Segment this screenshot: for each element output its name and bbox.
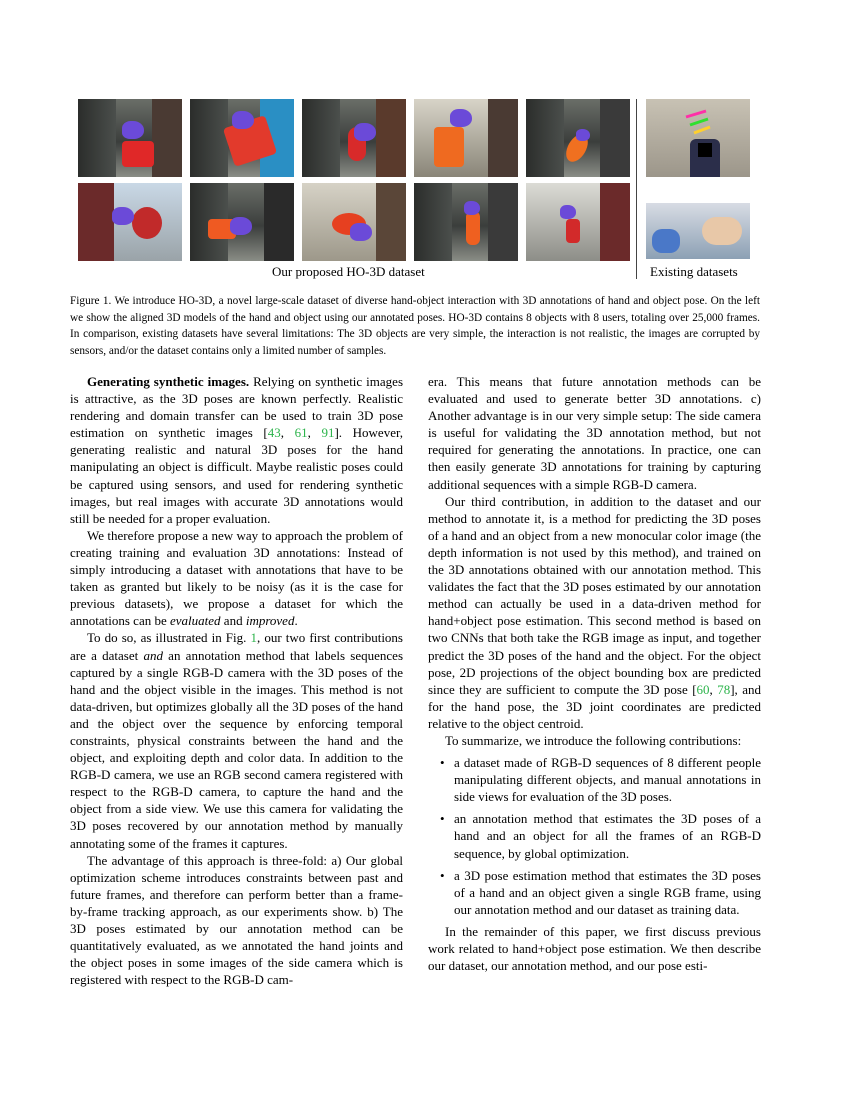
text: , our two first contributions are a dataset	[70, 630, 403, 663]
list-item: • an annotation method that estimates the 3D poses of a hand and an object for all the frames of an RGB-D sequence, by global optimization.	[454, 810, 761, 861]
paragraph-heading: Generating synthetic images.	[87, 374, 250, 389]
text: We therefore propose a new way to approach the problem of creating training and evaluation 3D annotations: Instead of simply introducing a dataset with annotations that have to be taken as granted but likely to be noisy (as it is the case for previous datasets), we propose a dataset for which the annotations can be	[70, 527, 403, 629]
thumbnail-image	[526, 99, 630, 177]
text: ], and for the hand pose, the 3D joint coordinates are predicted relative to the object centroid.	[428, 681, 762, 731]
text: an annotation method that labels sequences captured by a single RGB-D camera with the 3D poses of the hand and the object visible in the images. This method is not data-driven, but optimizes globally all the 3D poses of the hand and the object over the sequence by enforcing temporal constraints, physical constraints between the hand and the object, and exploiting depth and color data. In addition to the RGB-D camera, we use an RGB second camera registered with respect to the RGB-D camera, to capture the hand and the object from a side view. We use this camera for validating the 3D poses recovered by our annotation method by manually annotating some of the frames it captures.	[70, 647, 403, 851]
list-item: • a 3D pose estimation method that estimates the 3D poses of a hand and an object given a single RGB frame, using our annotation method and our dataset as training data.	[454, 867, 761, 918]
paragraph: Our third contribution, in addition to the dataset and our method to annotate it, is a method for predicting the 3D poses of a hand and an object from a new monocular color image (the depth information is not used by this method), and trained on the 3D annotations obtained with our annotation method. This validates the fact that the 3D poses estimated by our annotation method can actually be used in a data-driven method for hand+object pose estimation. This second method is based on two CNNs that both take the RGB image as input, and together predict the 3D poses of the hand and the object. For the object pose, 2D projections of the object bounding box are predicted since they are sufficient to compute the 3D pose [60, 78], and for the hand pose, the 3D joint coordinates are predicted relative to the object centroid.	[428, 493, 762, 731]
list-item: • a dataset made of RGB-D sequences of 8 different people manipulating different objects, and manual annotations in side views for evaluation of the 3D poses.	[454, 754, 761, 805]
thumbnail-image	[78, 99, 182, 177]
contribution-list	[428, 754, 761, 918]
emphasis: evaluated	[170, 613, 221, 629]
citation-link[interactable]: 61	[294, 425, 308, 441]
emphasis: and	[143, 647, 163, 663]
thumbnail-image	[78, 183, 182, 261]
citation-link[interactable]: 91	[321, 425, 335, 441]
figure-divider	[636, 99, 637, 279]
thumbnail-image	[414, 99, 518, 177]
figure-label-proposed: Our proposed HO-3D dataset	[272, 264, 425, 279]
thumbnail-image	[190, 183, 294, 261]
text: To do so, as illustrated in Fig.	[87, 630, 251, 646]
paragraph: Generating synthetic images. Relying on synthetic images is attractive, as the 3D poses are known perfectly. Realistic rendering and domain transfer can be used to train 3D pose estimation on synthetic images [43, 61, 91]. However, generating realistic and natural 3D poses for the hand manipulating an object is difficult. Maybe realistic poses could be captured using sensors, and used for rendering synthetic images, but real images with accurate 3D annotations would still be needed for a proper evaluation.	[70, 374, 404, 526]
figure-caption: Figure 1. We introduce HO-3D, a novel large-scale dataset of diverse hand-object interaction with 3D annotations of hand and object pose. On the left we show the aligned 3D models of the hand and object using our annotated poses. HO-3D contains 8 objects with 8 users, totaling over 25,000 frames. In comparison, existing datasets have several limitations: The 3D objects are very simple, the interaction is not realistic, the images are corrupted by sensors, and/or the dataset contains only a limited number of samples.	[70, 295, 760, 357]
thumbnail-image	[302, 99, 406, 177]
figure-1	[78, 99, 750, 285]
thumbnail-image	[526, 183, 630, 261]
emphasis: improved	[245, 613, 295, 629]
thumbnail-image-existing	[646, 99, 750, 177]
text: Our third contribution, in addition to the dataset and our method to annotate it, is a method for predicting the 3D poses of a hand and an object from a new monocular color image (the depth information is not used by this method), and trained on the 3D annotations obtained with our annotation method. This validates the fact that the 3D poses estimated by our annotation method can actually be used in a data-driven method for hand+object pose estimation. This second method is based on two CNNs that both take the RGB image as input, and together predict the 3D poses of the hand and the object. For the object pose, 2D projections of the object bounding box are predicted since they are sufficient to compute the 3D pose [	[428, 493, 761, 697]
paragraph: The advantage of this approach is three-fold: a) Our global optimization scheme introduces constraints between past and future frames, and therefore can perform better than a frame-by-frame tracking approach, as our experiments show. b) The 3D poses estimated by our annotation method can be quantitatively evaluated, as we annotated the hand joints and the object poses in some images of the side camera which is registered with respect to the RGB-D cam-	[70, 852, 403, 988]
thumbnail-image	[302, 183, 406, 261]
text: and	[220, 613, 246, 629]
thumbnail-image	[414, 183, 518, 261]
figure-link[interactable]: 1	[250, 630, 257, 646]
paragraph: In the remainder of this paper, we first discuss previous work related to hand+object pose estimation. We then describe our dataset, our annotation method, and our pose esti-	[428, 923, 761, 974]
paragraph	[70, 527, 403, 630]
text: ]. However, generating realistic and natural 3D poses for the hand manipulating an object is difficult. Maybe realistic poses could be captured using sensors, and used for rendering synthetic images, but real images with accurate 3D annotations would still be needed for a proper evaluation.	[70, 425, 404, 526]
figure-label-existing: Existing datasets	[650, 264, 738, 279]
thumbnail-image	[190, 99, 294, 177]
paragraph: To summarize, we introduce the following contributions:	[445, 732, 742, 748]
paragraph: era. This means that future annotation methods can be evaluated and used to generate better 3D annotations. c) Another advantage is in our very simple setup: The side camera is useful for validating the 3D annotation method, but not required for generating the annotations. In practice, one can then easily generate 3D annotations for training by capturing additional sequences with a simple RGB-D camera.	[428, 374, 761, 492]
citation-link[interactable]: 60	[696, 681, 710, 697]
citation-link[interactable]: 43	[267, 425, 281, 441]
right-column	[428, 373, 761, 974]
text: .	[294, 613, 298, 629]
paragraph	[70, 629, 403, 851]
thumbnail-image-existing	[646, 203, 750, 259]
left-column	[70, 373, 403, 988]
text: Relying on synthetic images is attractive, as the 3D poses are known perfectly. Realistic rendering and domain transfer can be used to train 3D pose estimation on synthetic images [	[70, 374, 403, 441]
citation-link[interactable]: 78	[717, 681, 731, 697]
